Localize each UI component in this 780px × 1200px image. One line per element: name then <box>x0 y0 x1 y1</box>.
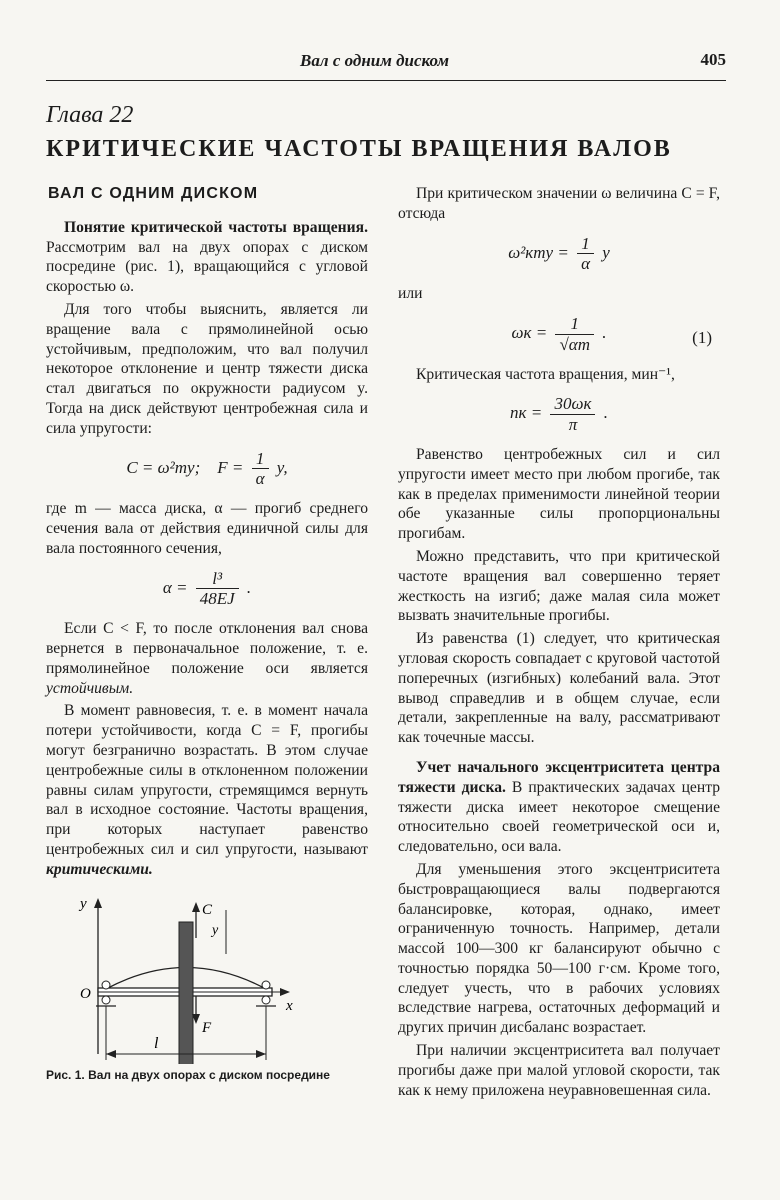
paragraph-lead: Понятие критической частоты вращения. <box>64 218 368 236</box>
formula-forces <box>46 449 368 490</box>
chapter-label: Глава 22 <box>46 102 134 128</box>
paragraph-balancing: Для уменьшения этого эксцентриситета быстровращающиеся валы подвергаются балансировке, которая, однако, имеет ограниченную точность. Например, детали массой 100—300 кг балансируют обычно с точностью порядка 50—100 г·см. Кроме того, следует учесть, что в рабочих условиях вследствие нагрева, остаточных деформаций и других причин дисбаланс возрастает. <box>398 860 720 1037</box>
paragraph-eccentricity <box>398 758 720 857</box>
running-title: Вал с одним диском <box>300 51 450 70</box>
deflection-label: y <box>212 922 219 938</box>
equation-number: (1) <box>692 327 712 347</box>
fraction-denominator: π <box>550 414 595 435</box>
paragraph-vibration: Из равенства (1) следует, что критическая угловая скорость совпадает с круговой частотой поперечных (изгибных) колебаний вала. Этот вывод справедлив и в общем случае, если детали, закрепленные на валу, рассматривают как точечные массы. <box>398 630 720 747</box>
shaft-diagram <box>46 894 366 1064</box>
running-header <box>46 42 726 81</box>
paragraph-text: В момент равновесия, т. е. в момент начала потери устойчивости, когда C = F, прогибы могут безгранично возрастать. В этом случае центробежные силы в отклоненном положении равны силам упругости, стремящимся вернуть вал в исходное состояние. Частоты вращения, при которых наступает равенство центробежных сил и сил упругости, называют <box>46 702 368 858</box>
formula-omega-k-left: ωк = <box>511 323 548 343</box>
paragraph-lead: Учет начального эксцентриситета центра тяжести диска. <box>398 758 720 796</box>
support-right-top <box>262 981 270 989</box>
paragraph-equilibrium <box>46 701 368 879</box>
paragraph-critical-frequency: Критическая частота вращения, мин⁻¹, <box>416 365 675 383</box>
formula-omega-k-suffix: . <box>602 323 607 343</box>
fraction-denominator: 48EJ <box>196 588 239 609</box>
support-left-top <box>102 981 110 989</box>
figure-caption: Рис. 1. Вал на двух опорах с диском посредине <box>46 1067 330 1082</box>
formula-f-suffix: y, <box>276 457 288 477</box>
formula-alpha-fraction <box>196 569 239 610</box>
formula-omega-right: y <box>602 242 610 262</box>
or-word: или <box>398 285 423 303</box>
disk <box>179 922 193 1064</box>
y-axis-label: y <box>80 895 87 912</box>
paragraph-concept <box>46 218 368 297</box>
formula-omega-left: ω²кmy = <box>508 242 569 262</box>
right-column <box>398 178 720 1100</box>
y-axis-arrow <box>94 898 102 908</box>
chapter-title: КРИТИЧЕСКИЕ ЧАСТОТЫ ВРАЩЕНИЯ ВАЛОВ <box>46 136 672 162</box>
paragraph-text: Если C < F, то после отклонения вал снова вернется в первоначальное положение, т. е. прямолинейное положение оси является <box>46 620 368 677</box>
fraction-numerator: 30ωк <box>554 394 592 414</box>
figure-shaft-disk <box>46 894 368 1104</box>
dim-arrow-right <box>256 1050 266 1058</box>
formula-alpha-prefix: α = <box>162 577 188 597</box>
page-number: 405 <box>700 50 726 69</box>
formula-f-prefix: F = <box>217 457 244 477</box>
paragraph-text: Рассмотрим вал на двух опорах с диском посредине (рис. 1), вращающийся с угловой скоростью ω. <box>46 238 368 296</box>
paragraph-stable <box>46 619 368 698</box>
paragraph-italic: критическими. <box>46 860 153 878</box>
formula-n-fraction <box>550 394 595 435</box>
formula-n-left: nк = <box>510 403 543 423</box>
formula-omega-squared <box>398 234 720 275</box>
paragraph-stability: Для того чтобы выяснить, является ли вращение вала с прямолинейной осью устойчивым, предположим, что вал получил некоторое отклонение и центр тяжести диска стал двигаться по окружности радиусом y. Тогда на диск действуют центробежная сила и сила упругости: <box>46 300 368 437</box>
support-right-bottom <box>262 996 270 1004</box>
formula-omega-fraction <box>577 234 594 275</box>
force-c-label: C <box>202 901 213 918</box>
paragraph-deflection: При наличии эксцентриситета вал получает прогибы даже при малой угловой скорости, так как к нему приложена неуравновешенная сила. <box>398 1042 720 1099</box>
fraction-denominator: α <box>577 253 594 274</box>
paragraph-equality: Равенство центробежных сил и сил упругости имеет место при любом прогибе, так как в пределах применимости линейной теории обе указанные силы пропорциональны прогибам. <box>398 445 720 543</box>
fraction-denominator: α <box>252 468 269 489</box>
formula-c: C = ω²my; <box>126 457 201 477</box>
left-column <box>46 178 368 1104</box>
fraction-denominator: √αm <box>555 334 594 355</box>
force-c-arrow <box>192 902 200 912</box>
formula-n-suffix: . <box>603 403 608 423</box>
paragraph-stiffness: Можно представить, что при критической частоте вращения вал совершенно теряет жесткость на изгиб; даже малая сила может вызвать значительные прогибы. <box>398 547 720 625</box>
force-f-label: F <box>202 1019 212 1036</box>
formula-f-fraction <box>252 449 269 490</box>
x-axis-label: x <box>286 997 293 1014</box>
fraction-numerator: l³ <box>212 568 223 588</box>
support-left-bottom <box>102 996 110 1004</box>
section-title: ВАЛ С ОДНИМ ДИСКОМ <box>48 185 259 202</box>
formula-alpha <box>46 569 368 610</box>
formula-omega-critical <box>398 314 720 355</box>
origin-label: O <box>80 985 91 1002</box>
paragraph-definitions: где m — масса диска, α — прогиб среднего сечения вала от действия единичной силы для вала постоянного сечения, <box>46 500 368 557</box>
fraction-numerator: 1 <box>570 313 579 333</box>
formula-omega-k-fraction <box>555 314 594 355</box>
x-axis-arrow <box>280 988 290 996</box>
formula-alpha-suffix: . <box>246 577 252 597</box>
formula-n-critical <box>398 394 720 435</box>
paragraph-text: В практических задачах центр тяжести диска имеет некоторое смещение относительно своей геометрической оси и, следовательно, оси вала. <box>398 778 720 856</box>
paragraph-italic: устойчивым. <box>46 679 134 697</box>
fraction-numerator: 1 <box>581 233 590 253</box>
length-label: l <box>154 1034 159 1052</box>
fraction-numerator: 1 <box>255 448 265 468</box>
dim-arrow-left <box>106 1050 116 1058</box>
paragraph-critical-value: При критическом значении ω величина C = F, отсюда <box>398 185 720 222</box>
